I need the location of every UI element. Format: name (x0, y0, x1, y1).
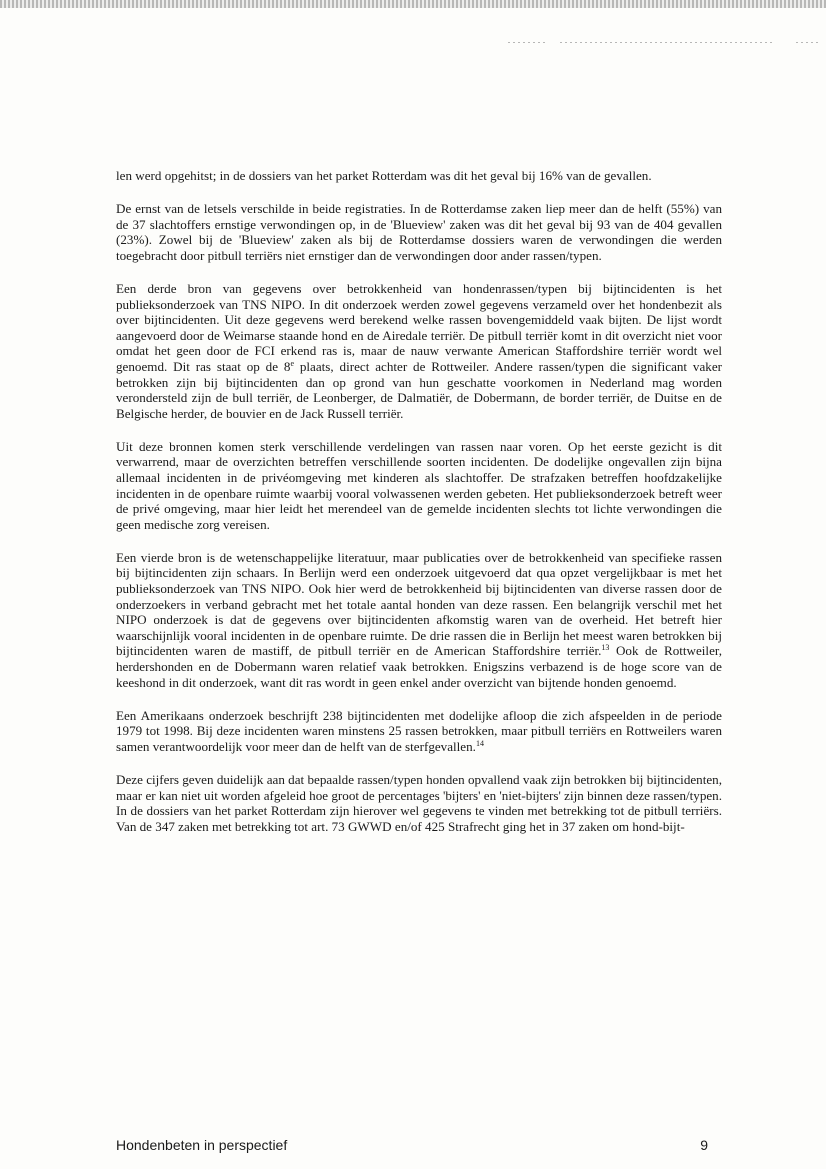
paragraph-text: Ook de Rottweiler, herdershonden en de Dobermann waren relatief vaak betrokken. Enigszins verbazend is de hoge score van de keeshond in dit onderzoek, want dit ras wordt in geen enkel ander overzicht van bijtende honden genoemd. (116, 643, 722, 690)
paragraph (116, 439, 722, 533)
paragraph-text: De ernst van de letsels verschilde in beide registraties. In de Rotterdamse zaken liep meer dan de helft (55%) van de 37 slachtoffers ernstige verwondingen op, in de 'Blueview' zaken was dit het geval bij 93 van de 404 gevallen (23%). Zowel bij de 'Blueview' zaken als bij de Rotterdamse dossiers waren de verwondingen die werden toegebracht door pitbull terriërs niet ernstiger dan de verwondingen door ander rassen/typen. (116, 201, 722, 263)
scan-artifact-dots (560, 42, 772, 43)
paragraph-text: plaats, direct achter de Rottweiler. Andere rassen/typen die significant vaker betrokken zijn bij bijtincidenten dan op grond van hun geschatte voorkomen in Nederland mag worden verondersteld zijn de bull terriër, de Leonberger, de Dalmatiër, de Dobermann, de border terriër, de Duitse en de Belgische herder, de bouvier en de Jack Russell terriër. (116, 358, 722, 421)
paragraph-text: Deze cijfers geven duidelijk aan dat bepaalde rassen/typen honden opvallend vaak zijn betrokken bij bijtincidenten, maar er kan niet uit worden afgeleid hoe groot de percentages 'bijters' en 'niet-bijters' zijn binnen deze rassen/typen. In de dossiers van het parket Rotterdam zijn hierover wel gegevens te vinden met betrekking tot de pitbull terriërs. Van de 347 zaken met betrekking tot art. 73 GWWD en/of 425 Strafrecht ging het in 37 zaken om hond-bijt- (116, 772, 722, 834)
paragraph (116, 201, 722, 263)
paragraph (116, 550, 722, 690)
scan-artifact-dots (508, 42, 548, 43)
paragraph-text: Een Amerikaans onderzoek beschrijft 238 bijtincidenten met dodelijke afloop die zich afspeelden in de periode 1979 tot 1998. Bij deze incidenten waren minstens 25 rassen betrokken, maar pitbull terriërs en Rottweilers waren samen verantwoordelijk voor meer dan de helft van de sterfgevallen. (116, 707, 722, 754)
page-footer (116, 1137, 708, 1153)
page-number: 9 (700, 1137, 708, 1153)
paragraph (116, 281, 722, 421)
paragraph (116, 708, 722, 755)
footnote-reference: e (290, 358, 294, 368)
paragraph-text: Uit deze bronnen komen sterk verschillende verdelingen van rassen naar voren. Op het eerste gezicht is dit verwarrend, maar de overzichten betreffen verschillende soorten incidenten. De dodelijke ongevallen zijn bijna allemaal incidenten in de privéomgeving met kinderen als slachtoffer. De strafzaken betreffen hoofdzakelijke incidenten in de openbare ruimte waarbij vooral volwassenen werden gebeten. Het publieksonderzoek betreft weer de privé omgeving, maar hier leidt het merendeel van de gemelde incidenten slechts tot lichte verwondingen die geen medische zorg vereisen. (116, 438, 722, 532)
footnote-reference: 13 (601, 643, 610, 653)
paragraph (116, 772, 722, 834)
paragraph-text: Een derde bron van gegevens over betrokkenheid van hondenrassen/typen bij bijtincidenten is het publieksonderzoek van TNS NIPO. In dit onderzoek werden zowel gegevens verzameld over het hondenbezit als over bijtincidenten. Uit deze gegevens werd berekend welke rassen bovengemiddeld vaak bijten. De lijst wordt aangevoerd door de Weimarse staande hond en de Airedale terriër. De pitbull terriër komt in dit overzicht niet voor omdat het geen door de FCI erkend ras is, maar de nauw verwante American Staffordshire terriër wordt wel genoemd. Dit ras staat op de 8 (116, 280, 722, 374)
paragraph (116, 168, 722, 184)
footnote-reference: 14 (475, 738, 484, 748)
scan-artifact-dots (796, 42, 818, 43)
paragraph-text: Een vierde bron is de wetenschappelijke literatuur, maar publicaties over de betrokkenheid van specifieke rassen bij bijtincidenten zijn schaars. In Berlijn werd een onderzoek uitgevoerd dat qua opzet vergelijkbaar is met het publieksonderzoek van TNS NIPO. Ook hier werd de betrokkenheid bij bijtincidenten van diverse rassen door de onderzoekers in verband gebracht met het totale aantal honden van deze rassen. Een belangrijk verschil met het NIPO onderzoek is dat de gegevens over bijtincidenten afkomstig waren van de overheid. Het betreft hier waarschijnlijk vooral incidenten in de openbare ruimte. De drie rassen die in Berlijn het meest waren betrokken bij bijtincidenten waren de mastiff, de pitbull terriër en de American Staffordshire terriër. (116, 549, 722, 659)
scan-border-top (0, 0, 826, 8)
document-body (116, 168, 722, 852)
footer-title: Hondenbeten in perspectief (116, 1137, 288, 1153)
paragraph-text: len werd opgehitst; in de dossiers van het parket Rotterdam was dit het geval bij 16% van de gevallen. (116, 168, 652, 183)
